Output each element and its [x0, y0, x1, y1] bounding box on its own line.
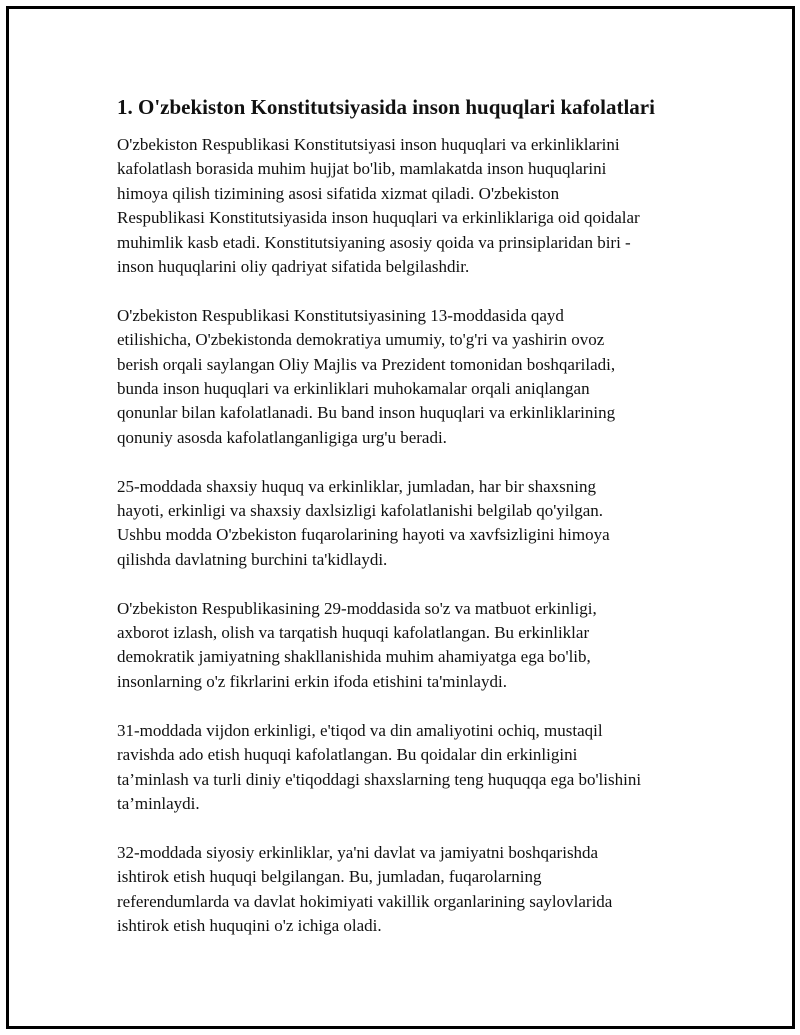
document-body — [117, 93, 697, 963]
text-line: hayoti, erkinligi va shaxsiy daxlsizligi kafolatlanishi belgilab qo'yilgan. — [117, 501, 604, 521]
paragraph-article-31 — [117, 719, 697, 817]
text-line: qonunlar bilan kafolatlanadi. Bu band inson huquqlari va erkinliklarining — [117, 403, 616, 423]
page-frame — [6, 6, 795, 1029]
text-line: referendumlarda va davlat hokimiyati vakillik organlarining saylovlarida — [117, 891, 613, 911]
text-line: qilishda davlatning burchini ta'kidlaydi. — [117, 549, 388, 569]
text-line: ta’minlaydi. — [117, 793, 200, 813]
text-line: O'zbekiston Respublikasi Konstitutsiyasi inson huquqlari va erkinliklarini — [117, 135, 620, 154]
text-line: qonuniy asosda kafolatlanganligiga urg'u beradi. — [117, 427, 447, 447]
text-line: kafolatlash borasida muhim hujjat bo'lib, mamlakatda inson huquqlarini — [117, 159, 607, 179]
paragraph-article-13 — [117, 304, 697, 450]
text-line: Ushbu modda O'zbekiston fuqarolarining hayoti va xavfsizligini himoya — [117, 525, 610, 545]
text-line: muhimlik kasb etadi. Konstitutsiyaning asosiy qoida va prinsiplaridan biri - — [117, 232, 631, 252]
text-line: 31-moddada vijdon erkinligi, e'tiqod va din amaliyotini ochiq, mustaqil — [117, 720, 603, 740]
text-line: himoya qilish tizimining asosi sifatida xizmat qiladi. O'zbekiston — [117, 183, 560, 203]
paragraph-intro — [117, 133, 697, 279]
document-title: 1. O'zbekiston Konstitutsiyasida inson huquqlari kafolatlari — [117, 95, 655, 119]
text-line: insonlarning o'z fikrlarini erkin ifoda etishini ta'minlaydi. — [117, 671, 507, 691]
text-line: inson huquqlarini oliy qadriyat sifatida belgilashdir. — [117, 257, 470, 277]
text-line: etilishicha, O'zbekistonda demokratiya umumiy, to'g'ri va yashirin ovoz — [117, 330, 605, 350]
text-line: berish orqali saylangan Oliy Majlis va Prezident tomonidan boshqariladi, — [117, 354, 616, 374]
text-line: ravishda ado etish huquqi kafolatlangan. Bu qoidalar din erkinligini — [117, 745, 578, 765]
paragraph-article-32 — [117, 841, 697, 939]
text-line: Respublikasi Konstitutsiyasida inson huquqlari va erkinliklariga oid qoidalar — [117, 208, 640, 228]
text-line: 32-moddada siyosiy erkinliklar, ya'ni davlat va jamiyatni boshqarishda — [117, 842, 599, 862]
text-line: O'zbekiston Respublikasining 29-moddasida so'z va matbuot erkinligi, — [117, 598, 597, 618]
text-line: ishtirok etish huquqi belgilangan. Bu, jumladan, fuqarolarning — [117, 867, 542, 887]
text-line: O'zbekiston Respublikasi Konstitutsiyasining 13-moddasida qayd — [117, 305, 564, 325]
text-line: 25-moddada shaxsiy huquq va erkinliklar, jumladan, har bir shaxsning — [117, 476, 596, 496]
text-line: ta’minlash va turli diniy e'tiqoddagi shaxslarning teng huquqqa ega bo'lishini — [117, 769, 642, 789]
text-line: demokratik jamiyatning shakllanishida muhim ahamiyatga ega bo'lib, — [117, 647, 591, 667]
paragraph-article-29 — [117, 597, 697, 695]
paragraph-article-25 — [117, 475, 697, 573]
text-line: axborot izlash, olish va tarqatish huquqi kafolatlangan. Bu erkinliklar — [117, 623, 590, 643]
text-line: bunda inson huquqlari va erkinliklari muhokamalar orqali aniqlangan — [117, 379, 590, 399]
text-line: ishtirok etish huquqini o'z ichiga oladi. — [117, 915, 382, 935]
